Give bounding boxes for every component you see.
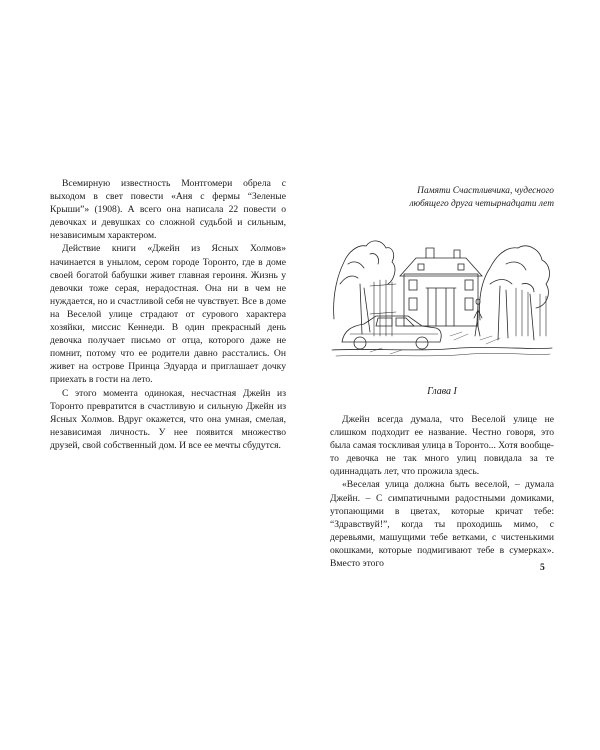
- house-with-car-illustration-icon: [330, 224, 554, 364]
- page-number: 5: [540, 562, 545, 573]
- right-page: [330, 185, 554, 570]
- left-paragraph-3: С этого момента одинокая, несчастная Джейн из Торонто превратится в счастливую и сильную Джейн из Ясных Холмов. Вдруг окажется, что она умная, смелая, независимая личность. У нее появится множество друзей, свой собственный дом. И все ее мечты сбудутся.: [50, 387, 286, 451]
- left-page: [50, 177, 286, 452]
- dedication-line-1: Памяти Счастливчика, чудесного: [417, 186, 554, 196]
- dedication-line-2: любящего друга четырнадцати лет: [409, 199, 554, 209]
- dedication: [330, 185, 554, 211]
- right-paragraph-1: Джейн всегда думала, что Веселой улице не слишком подходит ее название. Честно говоря, это была самая тоскливая улица в Торонто... Хотя вообще-то девочка не так много улиц повидала за те одиннадцать лет, что прожила здесь.: [330, 414, 554, 478]
- chapter-title: Глава I: [427, 386, 457, 397]
- left-paragraph-2: Действие книги «Джейн из Ясных Холмов» начинается в унылом, сером городе Торонто, где в доме своей богатой бабушки живет главная героиня. Жизнь у девочки тоже серая, нерадостная. Она ни в чем не нуждается, но и счастливой себя не чувствует. Все в доме на Веселой улице страдают от сурового характера хозяйки, миссис Кеннеди. В один прекрасный день девочка получает письмо от отца, которого даже не помнит, потому что ее родители давно расстались. Он живет на острове Принца Эдуарда и приглашает дочку приехать в гости на лето.: [50, 243, 286, 386]
- right-paragraph-2: «Веселая улица должна быть веселой, – думала Джейн. – С симпатичными радостными домиками, утопающими в цветах, которые кричат тебе: “Здравствуй!”, когда ты проходишь мимо, с деревьями, машущими тебе ветками, с чистенькими окошками, которые подмигивают тебе в сумерках». Вместо этого: [330, 479, 554, 570]
- left-paragraph-1: Всемирную известность Монтгомери обрела с выходом в свет повести «Аня с фермы “Зеленые Крыши”» (1908). А всего она написала 22 повести о девочках и девушках со сложной судьбой и сильным, независимым характером.: [50, 178, 286, 242]
